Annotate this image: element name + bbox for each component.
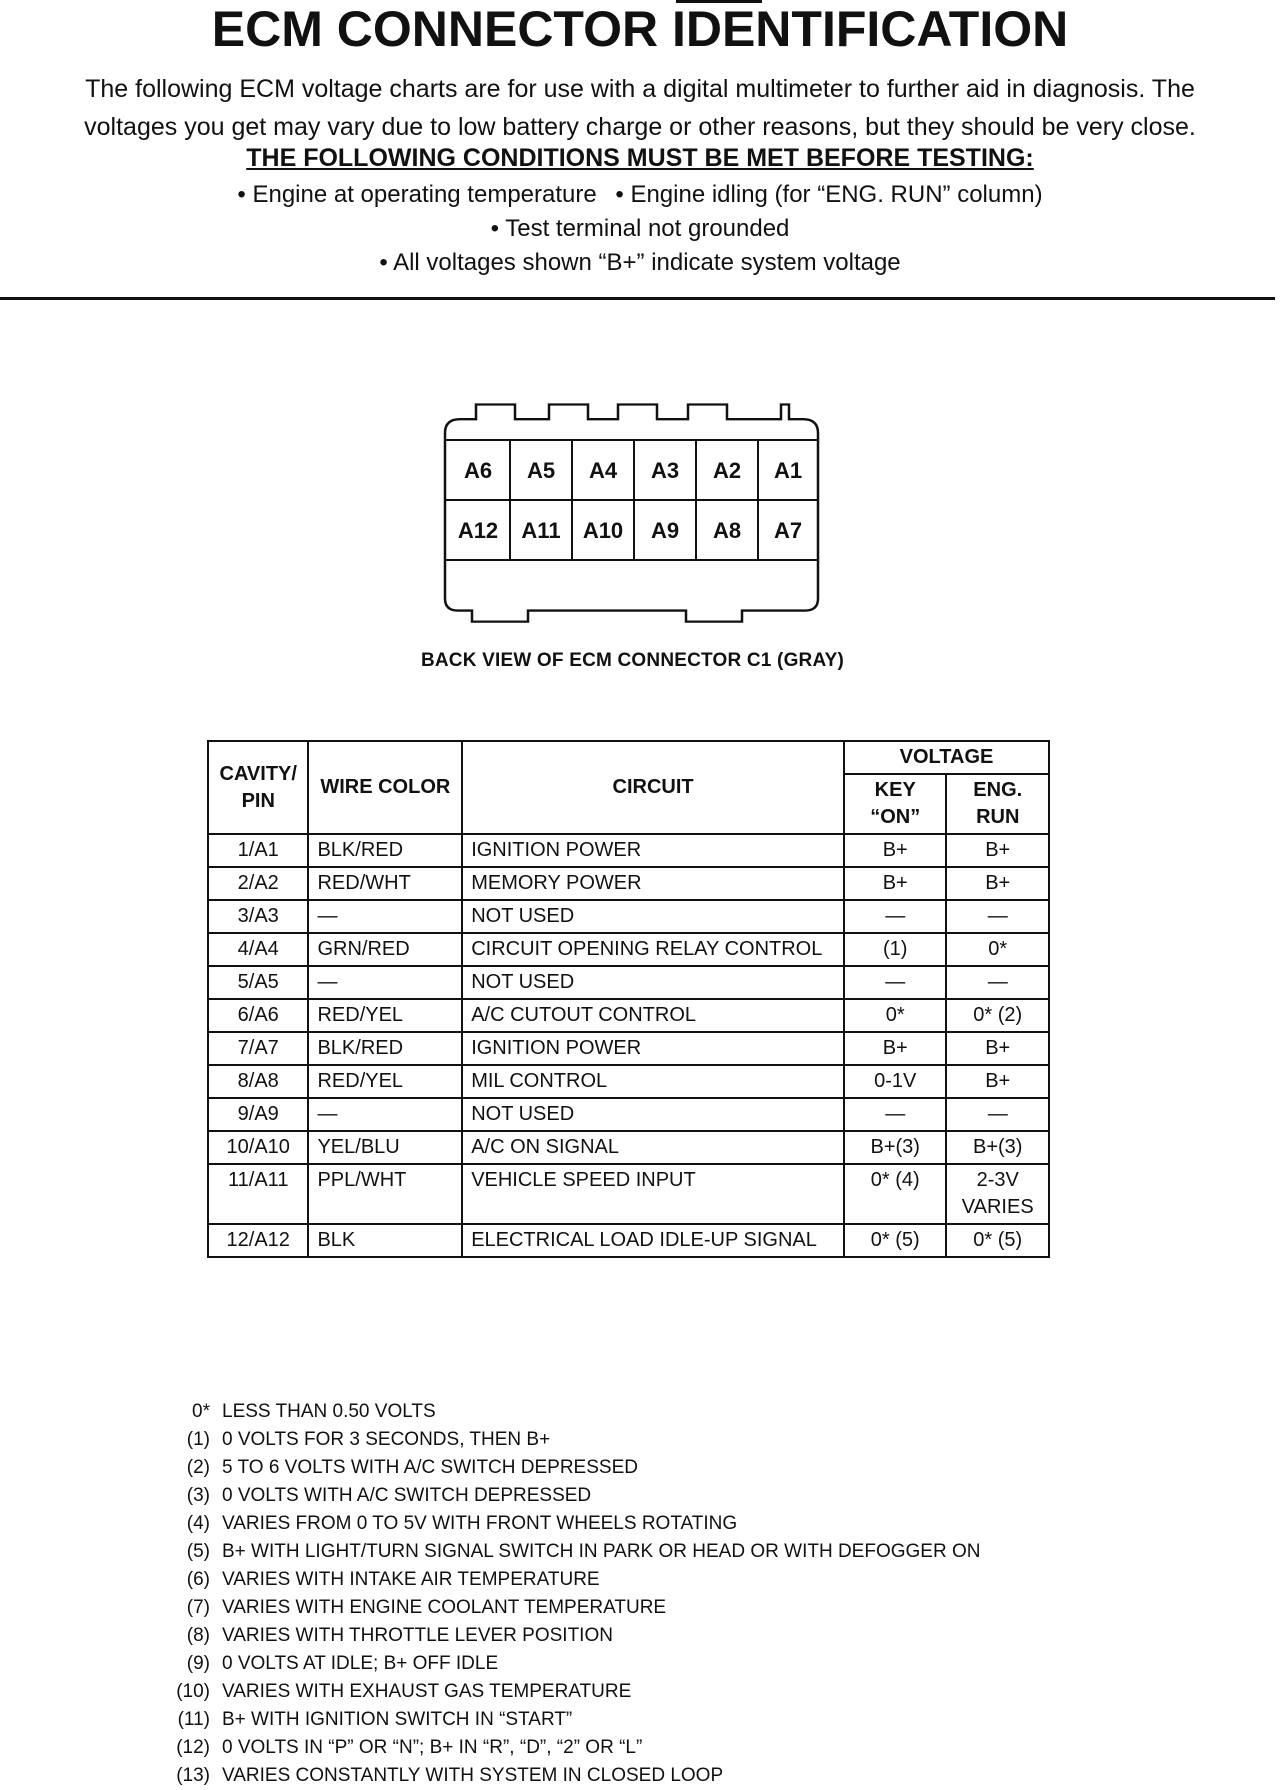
circuit-cell: A/C CUTOUT CONTROL xyxy=(462,999,844,1032)
table-row xyxy=(208,900,1049,933)
header-wire-color: WIRE COLOR xyxy=(308,741,462,834)
footnote-mark: (8) xyxy=(186,1625,210,1646)
table-row xyxy=(208,1065,1049,1098)
circuit-cell: MIL CONTROL xyxy=(462,1065,844,1098)
key-on-cell: (1) xyxy=(844,933,946,966)
footnote-text: VARIES WITH EXHAUST GAS TEMPERATURE xyxy=(222,1681,632,1702)
pin-label: A10 xyxy=(582,518,624,543)
cavity-cell: 8/A8 xyxy=(208,1065,308,1098)
eng-run-cell: 0* (5) xyxy=(946,1224,1049,1257)
header-key-on: KEY “ON” xyxy=(844,774,946,834)
key-on-cell: 0* (4) xyxy=(844,1164,946,1224)
wire-color-cell: GRN/RED xyxy=(308,933,462,966)
footnote-text: B+ WITH IGNITION SWITCH IN “START” xyxy=(222,1709,573,1730)
footnote-text: 0 VOLTS IN “P” OR “N”; B+ IN “R”, “D”, “2” OR “L” xyxy=(222,1737,643,1758)
eng-run-cell: B+ xyxy=(946,834,1049,867)
table-row xyxy=(208,966,1049,999)
circuit-cell: IGNITION POWER xyxy=(462,834,844,867)
ecm-pin-table xyxy=(207,740,1050,1258)
pin-label: A5 xyxy=(526,458,556,483)
key-on-cell: — xyxy=(844,900,946,933)
eng-run-cell: B+ xyxy=(946,867,1049,900)
key-on-cell: 0* xyxy=(844,999,946,1032)
footnote-text: VARIES CONSTANTLY WITH SYSTEM IN CLOSED LOOP xyxy=(222,1765,724,1786)
footnote xyxy=(150,1762,980,1790)
cavity-cell: 6/A6 xyxy=(208,999,308,1032)
table-row xyxy=(208,933,1049,966)
intro-text xyxy=(0,70,1280,146)
footnote xyxy=(150,1454,980,1482)
cavity-cell: 3/A3 xyxy=(208,900,308,933)
table-row xyxy=(208,1098,1049,1131)
header-eng-run: ENG. RUN xyxy=(946,774,1049,834)
wire-color-cell: BLK xyxy=(308,1224,462,1257)
footnote-text: 0 VOLTS WITH A/C SWITCH DEPRESSED xyxy=(222,1485,592,1506)
header-cavity: CAVITY/ PIN xyxy=(208,741,308,834)
footnote-text: VARIES WITH INTAKE AIR TEMPERATURE xyxy=(222,1569,600,1590)
circuit-cell: IGNITION POWER xyxy=(462,1032,844,1065)
table-row xyxy=(208,1131,1049,1164)
key-on-cell: B+(3) xyxy=(844,1131,946,1164)
eng-run-cell: B+ xyxy=(946,1032,1049,1065)
footnote xyxy=(150,1650,980,1678)
key-on-cell: 0* (5) xyxy=(844,1224,946,1257)
pin-label: A8 xyxy=(712,518,742,543)
circuit-cell: VEHICLE SPEED INPUT xyxy=(462,1164,844,1224)
wire-color-cell: RED/YEL xyxy=(308,1065,462,1098)
table-row xyxy=(208,1224,1049,1257)
cavity-cell: 2/A2 xyxy=(208,867,308,900)
footnote-text: VARIES FROM 0 TO 5V WITH FRONT WHEELS ROTATING xyxy=(222,1513,738,1534)
table-row xyxy=(208,867,1049,900)
footnote-text: 0 VOLTS AT IDLE; B+ OFF IDLE xyxy=(222,1653,499,1674)
header-voltage: VOLTAGE xyxy=(844,741,1049,774)
footnote-text: LESS THAN 0.50 VOLTS xyxy=(222,1401,436,1422)
key-on-cell: 0-1V xyxy=(844,1065,946,1098)
footnotes xyxy=(150,1398,980,1790)
cavity-cell: 1/A1 xyxy=(208,834,308,867)
footnote-text: B+ WITH LIGHT/TURN SIGNAL SWITCH IN PARK OR HEAD OR WITH DEFOGGER ON xyxy=(222,1541,981,1562)
footnote xyxy=(150,1510,980,1538)
key-on-cell: B+ xyxy=(844,834,946,867)
circuit-cell: NOT USED xyxy=(462,1098,844,1131)
cavity-cell: 7/A7 xyxy=(208,1032,308,1065)
footnote xyxy=(150,1734,980,1762)
key-on-cell: — xyxy=(844,966,946,999)
wire-color-cell: BLK/RED xyxy=(308,1032,462,1065)
footnote xyxy=(150,1482,980,1510)
footnote-mark: (10) xyxy=(176,1681,210,1702)
condition-item: • Test terminal not grounded xyxy=(490,215,790,242)
table-row xyxy=(208,1032,1049,1065)
key-on-cell: B+ xyxy=(844,1032,946,1065)
condition-item: • Engine at operating temperature xyxy=(237,181,597,208)
footnote-text: VARIES WITH THROTTLE LEVER POSITION xyxy=(222,1625,613,1646)
footnote-mark: (2) xyxy=(186,1457,210,1478)
footnote-mark: (11) xyxy=(177,1709,210,1730)
footnote-text: 0 VOLTS FOR 3 SECONDS, THEN B+ xyxy=(222,1429,551,1450)
footnote xyxy=(150,1594,980,1622)
page-title: ECM CONNECTOR IDENTIFICATION xyxy=(211,1,1069,57)
footnote xyxy=(150,1398,980,1426)
footnote xyxy=(150,1538,980,1566)
wire-color-cell: YEL/BLU xyxy=(308,1131,462,1164)
intro-line: voltages you get may vary due to low battery charge or other reasons, but they should be very close. xyxy=(84,113,1196,141)
footnote-mark: 0* xyxy=(192,1401,210,1422)
condition-item: • All voltages shown “B+” indicate system voltage xyxy=(379,249,901,276)
footnote-mark: (6) xyxy=(186,1569,210,1590)
pin-grid xyxy=(445,440,818,560)
footnote-mark: (12) xyxy=(176,1737,210,1758)
pin-label: A3 xyxy=(650,458,680,483)
wire-color-cell: — xyxy=(308,966,462,999)
pin-label: A7 xyxy=(773,518,803,543)
wire-color-cell: RED/WHT xyxy=(308,867,462,900)
wire-color-cell: — xyxy=(308,1098,462,1131)
condition-item: • Engine idling (for “ENG. RUN” column) xyxy=(615,181,1043,208)
conditions-list xyxy=(0,178,1280,280)
table-row xyxy=(208,834,1049,867)
cavity-cell: 9/A9 xyxy=(208,1098,308,1131)
circuit-cell: MEMORY POWER xyxy=(462,867,844,900)
intro-line: The following ECM voltage charts are for use with a digital multimeter to further aid in diagnosis. The xyxy=(85,75,1195,103)
footnote-mark: (9) xyxy=(186,1653,210,1674)
footnote-text: 5 TO 6 VOLTS WITH A/C SWITCH DEPRESSED xyxy=(222,1457,638,1478)
connector-outline xyxy=(445,404,818,621)
pin-label: A2 xyxy=(712,458,742,483)
table-row xyxy=(208,999,1049,1032)
footnote xyxy=(150,1426,980,1454)
eng-run-cell: — xyxy=(946,966,1049,999)
pin-label: A11 xyxy=(521,518,561,543)
footnote-mark: (13) xyxy=(176,1765,210,1786)
footnote xyxy=(150,1566,980,1594)
cavity-cell: 4/A4 xyxy=(208,933,308,966)
circuit-cell: NOT USED xyxy=(462,900,844,933)
cavity-cell: 11/A11 xyxy=(208,1164,308,1224)
table-row xyxy=(208,1164,1049,1224)
circuit-cell: ELECTRICAL LOAD IDLE-UP SIGNAL xyxy=(462,1224,844,1257)
conditions-heading: THE FOLLOWING CONDITIONS MUST BE MET BEFORE TESTING: xyxy=(246,144,1034,172)
eng-run-cell: — xyxy=(946,1098,1049,1131)
wire-color-cell: PPL/WHT xyxy=(308,1164,462,1224)
pin-label: A4 xyxy=(588,458,618,483)
key-on-cell: B+ xyxy=(844,867,946,900)
pin-label: A1 xyxy=(773,458,803,483)
footnote-text: VARIES WITH ENGINE COOLANT TEMPERATURE xyxy=(222,1597,667,1618)
wire-color-cell: RED/YEL xyxy=(308,999,462,1032)
connector-caption: BACK VIEW OF ECM CONNECTOR C1 (GRAY) xyxy=(420,650,845,671)
footnote-mark: (7) xyxy=(186,1597,210,1618)
key-on-cell: — xyxy=(844,1098,946,1131)
wire-color-cell: BLK/RED xyxy=(308,834,462,867)
footnote xyxy=(150,1622,980,1650)
eng-run-cell: B+(3) xyxy=(946,1131,1049,1164)
circuit-cell: NOT USED xyxy=(462,966,844,999)
cavity-cell: 5/A5 xyxy=(208,966,308,999)
pin-label: A12 xyxy=(457,518,499,543)
circuit-cell: CIRCUIT OPENING RELAY CONTROL xyxy=(462,933,844,966)
pin-label: A6 xyxy=(463,458,493,483)
pin-table-body xyxy=(208,834,1049,1257)
eng-run-cell: 2-3V VARIES xyxy=(946,1164,1049,1224)
wire-color-cell: — xyxy=(308,900,462,933)
connector-diagram xyxy=(438,402,828,627)
eng-run-cell: 0* (2) xyxy=(946,999,1049,1032)
eng-run-cell: 0* xyxy=(946,933,1049,966)
footnote-mark: (5) xyxy=(186,1541,210,1562)
footnote-mark: (1) xyxy=(186,1429,210,1450)
cavity-cell: 10/A10 xyxy=(208,1131,308,1164)
eng-run-cell: B+ xyxy=(946,1065,1049,1098)
pin-label: A9 xyxy=(650,518,680,543)
section-divider xyxy=(0,297,1275,300)
cavity-cell: 12/A12 xyxy=(208,1224,308,1257)
eng-run-cell: — xyxy=(946,900,1049,933)
circuit-cell: A/C ON SIGNAL xyxy=(462,1131,844,1164)
footnote xyxy=(150,1678,980,1706)
footnote xyxy=(150,1706,980,1734)
header-circuit: CIRCUIT xyxy=(462,741,844,834)
footnote-mark: (3) xyxy=(186,1485,210,1506)
footnote-mark: (4) xyxy=(186,1513,210,1534)
